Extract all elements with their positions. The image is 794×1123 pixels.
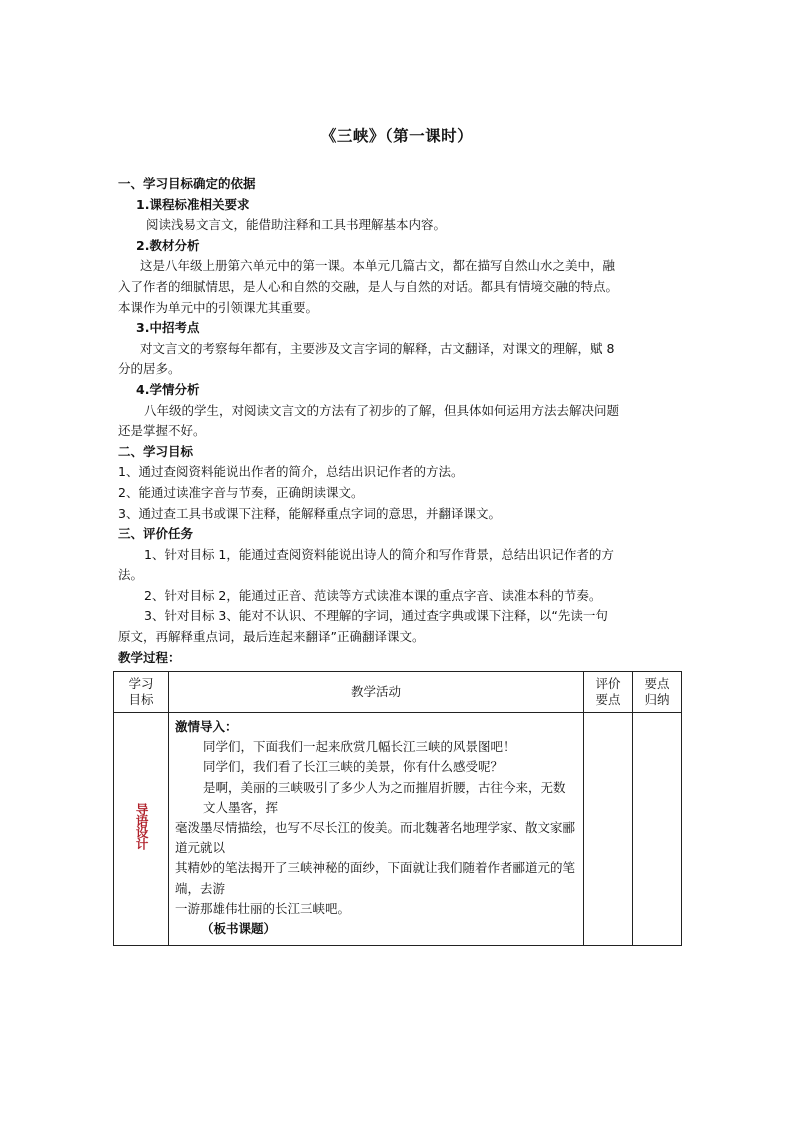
process-heading: 教学过程： (118, 649, 181, 665)
section-heading-1: 一、学习目标确定的依据 (118, 176, 256, 191)
task-3-line1: 3、针对目标 3、能对不认识、不理解的字词，通过查字典或课下注释，以“先读一句 (144, 608, 608, 624)
header-teaching-activity (169, 672, 584, 713)
subheading-exam: 3.中招考点 (136, 320, 200, 336)
side-label-cell (114, 713, 169, 946)
header-evaluation-points-label: 评价要点 (595, 675, 621, 707)
exam-text-line2: 分的居多。 (118, 361, 181, 377)
evaluation-cell (584, 713, 633, 946)
header-learning-goal (114, 672, 169, 713)
activity-line-4: 毫泼墨尽情描绘，也写不尽长江的俊美。而北魏著名地理学家、散文家郦道元就以 (175, 820, 576, 856)
board-note: （板书课题） (201, 921, 277, 937)
task-3-line2: 原文，再解释重点词，最后连起来翻译”正确翻译课文。 (118, 629, 425, 645)
header-summary-points (633, 672, 682, 713)
activity-line-3: 是啊，美丽的三峡吸引了多少人为之而摧眉折腰，古往今来，无数文人墨客，挥 (203, 779, 566, 815)
textbook-text-line1: 这是八年级上册第六单元中的第一课。本单元几篇古文，都在描写自然山水之美中，融 (140, 258, 616, 274)
goal-2: 2、能通过读准字音与节奏，正确朗读课文。 (118, 484, 364, 500)
goal-1: 1、通过查阅资料能说出作者的简介，总结出识记作者的方法。 (118, 464, 464, 480)
table-header-row (114, 672, 682, 713)
task-1-line2: 法。 (118, 567, 144, 583)
learner-text-line2: 还是掌握不好。 (118, 423, 206, 439)
section-heading-2: 二、学习目标 (118, 443, 194, 459)
header-learning-goal-label: 学习目标 (128, 675, 154, 707)
textbook-text-line3: 本课作为单元中的引领课尤其重要。 (118, 299, 319, 315)
table-row (114, 713, 682, 946)
header-evaluation-points (584, 672, 633, 713)
curriculum-text: 阅读浅易文言文，能借助注释和工具书理解基本内容。 (146, 217, 447, 233)
activity-heading: 激情导入： (175, 719, 238, 734)
section-heading-3: 三、评价任务 (118, 526, 194, 542)
summary-cell (633, 713, 682, 946)
side-label-intro-design: 导语设计 (134, 803, 150, 850)
document-body (118, 174, 683, 668)
subheading-textbook: 2.教材分析 (136, 237, 200, 253)
subheading-learner: 4.学情分析 (136, 381, 200, 397)
header-teaching-activity-label: 教学活动 (350, 683, 401, 699)
task-1-line1: 1、针对目标 1，能通过查阅资料能说出诗人的简介和写作背景，总结出识记作者的方 (144, 546, 614, 562)
activity-line-2: 同学们，我们看了长江三峡的美景，你有什么感受呢？ (203, 759, 504, 775)
activity-line-5: 其精妙的笔法揭开了三峡神秘的面纱，下面就让我们随着作者郦道元的笔端，去游 (175, 860, 576, 896)
learner-text-line1: 八年级的学生，对阅读文言文的方法有了初步的了解，但具体如何运用方法去解决问题 (144, 402, 620, 418)
activity-cell (169, 713, 584, 946)
activity-line-6: 一游那雄伟壮丽的长江三峡吧。 (175, 900, 351, 916)
goal-3: 3、通过查工具书或课下注释，能解释重点字词的意思，并翻译课文。 (118, 505, 501, 521)
exam-text-line1: 对文言文的考察每年都有，主要涉及文言字词的解释，古文翻译，对课文的理解，赋 8 (140, 340, 615, 356)
subheading-curriculum: 1.课程标准相关要求 (136, 196, 250, 212)
activity-line-1: 同学们，下面我们一起来欣赏几幅长江三峡的风景图吧！ (203, 739, 516, 755)
document-title: 《三峡》（第一课时） (320, 127, 474, 145)
textbook-text-line2: 入了作者的细腻情思，是人心和自然的交融，是人与自然的对话。都具有情境交融的特点。 (118, 278, 619, 294)
task-2: 2、针对目标 2，能通过正音、范读等方式读准本课的重点字音、读准本科的节奏。 (144, 587, 602, 603)
lesson-table (113, 671, 682, 946)
header-summary-points-label: 要点归纳 (644, 675, 670, 707)
